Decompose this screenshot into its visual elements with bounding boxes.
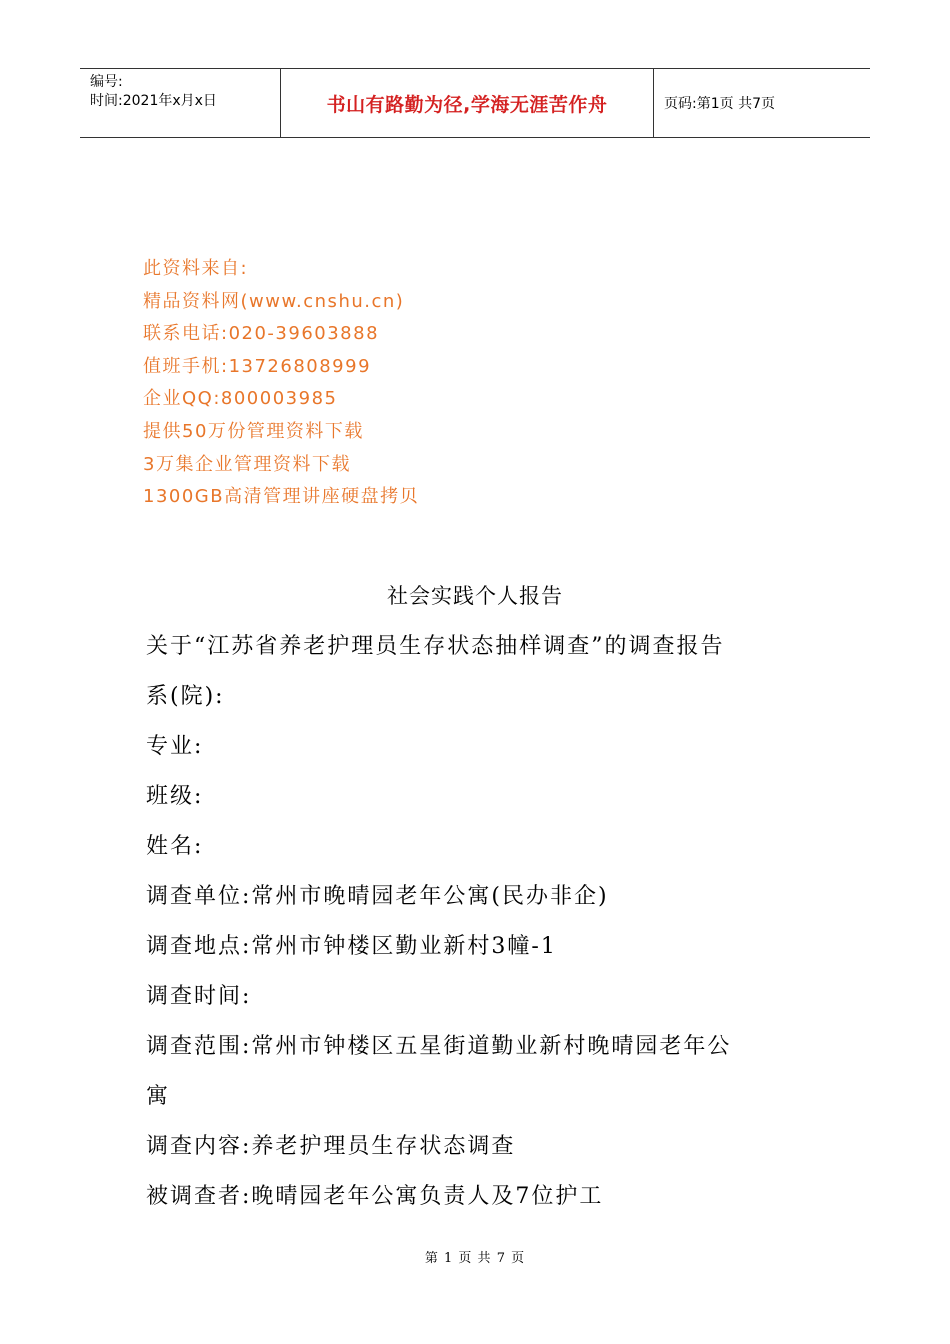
field-name: 姓名: xyxy=(146,834,204,859)
source-line: 此资料来自: xyxy=(143,258,249,279)
report-body xyxy=(146,626,816,1226)
source-line: 精品资料网(www.cnshu.cn) xyxy=(143,290,405,312)
field-survey-unit: 调查单位:常州市晚晴园老年公寓(民办非企) xyxy=(146,884,609,909)
source-line: 1300GB高清管理讲座硬盘拷贝 xyxy=(143,486,420,508)
field-survey-scope: 调查范围:常州市钟楼区五星街道勤业新村晚晴园老年公 xyxy=(146,1034,732,1059)
report-title: 社会实践个人报告 xyxy=(387,584,563,608)
source-info-block xyxy=(143,253,419,514)
source-line: 3万集企业管理资料下载 xyxy=(143,453,351,475)
report-subject: 关于“江苏省养老护理员生存状态抽样调查”的调查报告 xyxy=(146,634,725,659)
header-page-info: 页码:第1页 共7页 xyxy=(664,96,775,112)
field-class: 班级: xyxy=(146,784,204,809)
header-meta xyxy=(80,69,281,137)
field-major: 专业: xyxy=(146,734,204,759)
field-survey-time: 调查时间: xyxy=(146,984,252,1009)
page-footer: 第 1 页 共 7 页 xyxy=(424,1251,526,1266)
field-department: 系(院): xyxy=(146,684,225,709)
source-line: 值班手机:13726808999 xyxy=(143,355,372,377)
field-survey-content: 调查内容:养老护理员生存状态调查 xyxy=(146,1134,516,1159)
field-survey-location: 调查地点:常州市钟楼区勤业新村3幢-1 xyxy=(146,934,557,959)
page-header xyxy=(80,68,870,138)
header-time-label: 时间:2021年x月x日 xyxy=(90,93,217,109)
source-line: 联系电话:020-39603888 xyxy=(143,323,380,345)
field-survey-scope-cont: 寓 xyxy=(146,1084,171,1109)
header-number-label: 编号: xyxy=(90,74,123,90)
source-line: 提供50万份管理资料下载 xyxy=(143,420,364,442)
source-line: 企业QQ:800003985 xyxy=(143,388,338,410)
field-respondents: 被调查者:晚晴园老年公寓负责人及7位护工 xyxy=(146,1184,604,1209)
header-motto: 书山有路勤为径,学海无涯苦作舟 xyxy=(281,69,654,137)
